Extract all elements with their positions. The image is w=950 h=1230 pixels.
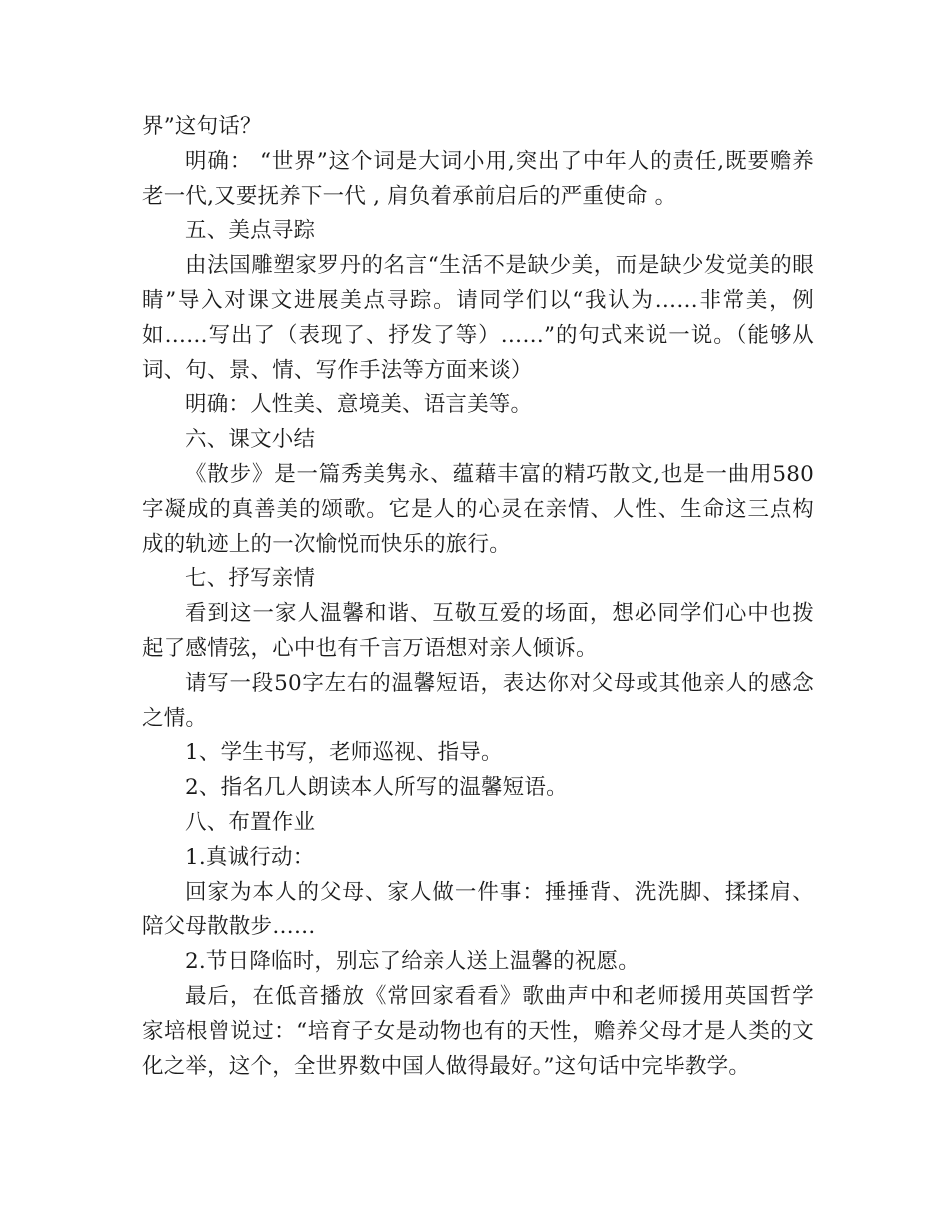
paragraph-writing-task: 请写一段50字左右的温馨短语，表达你对父母或其他亲人的感念之情。 [142,670,814,731]
section-heading-6: 六、课文小结 [185,427,316,453]
list-item-1: 1、学生书写，老师巡视、指导。 [185,740,503,766]
paragraph-beauty-search: 由法国雕塑家罗丹的名言“生活不是缺少美，而是缺少发觉美的眼睛”导入对课文进展美点寻踪。请同学们以“我认为……非常美，例如……写出了（表现了、抒发了等）……”的句式来说一说。（能够从词、句、景、情、写作手法等方面来谈） [142,253,814,383]
homework-item-2: 2.节日降临时，别忘了给亲人送上温馨的祝愿。 [185,949,640,975]
homework-item-1: 1.真诚行动： [185,844,315,870]
paragraph-summary: 《散步》是一篇秀美隽永、蕴藉丰富的精巧散文,也是一曲用580字凝成的真善美的颂歌。它是人的心灵在亲情、人性、生命这三点构成的轨迹上的一次愉悦而快乐的旅行。 [142,461,814,557]
list-item-2: 2、指名几人朗读本人所写的温馨短语。 [185,775,568,801]
section-heading-7: 七、抒写亲情 [185,566,316,592]
section-heading-8: 八、布置作业 [185,809,316,835]
section-heading-5: 五、美点寻踪 [185,218,316,244]
paragraph-homework-detail: 回家为本人的父母、家人做一件事：捶捶背、洗洗脚、揉揉肩、陪父母散散步…… [142,879,814,940]
paragraph-continuation: 界”这句话？ [142,114,262,139]
paragraph-answer-world: 明确： “世界”这个词是大词小用,突出了中年人的责任,既要赡养老一代,又要抚养下一代 , 肩负着承前启后的严重使命 。 [142,148,814,209]
paragraph-closing: 最后，在低音播放《常回家看看》歌曲声中和老师援用英国哲学家培根曾说过：“培育子女是动物也有的天性，赡养父母才是人类的文化之举，这个，全世界数中国人做得最好。”这句话中完毕教学。 [142,983,814,1079]
document-page [142,110,814,1084]
paragraph-answer-beauty: 明确：人性美、意境美、语言美等。 [185,392,533,418]
paragraph-family-scene: 看到这一家人温馨和谐、互敬互爱的场面，想必同学们心中也拨起了感情弦，心中也有千言万语想对亲人倾诉。 [142,601,814,661]
